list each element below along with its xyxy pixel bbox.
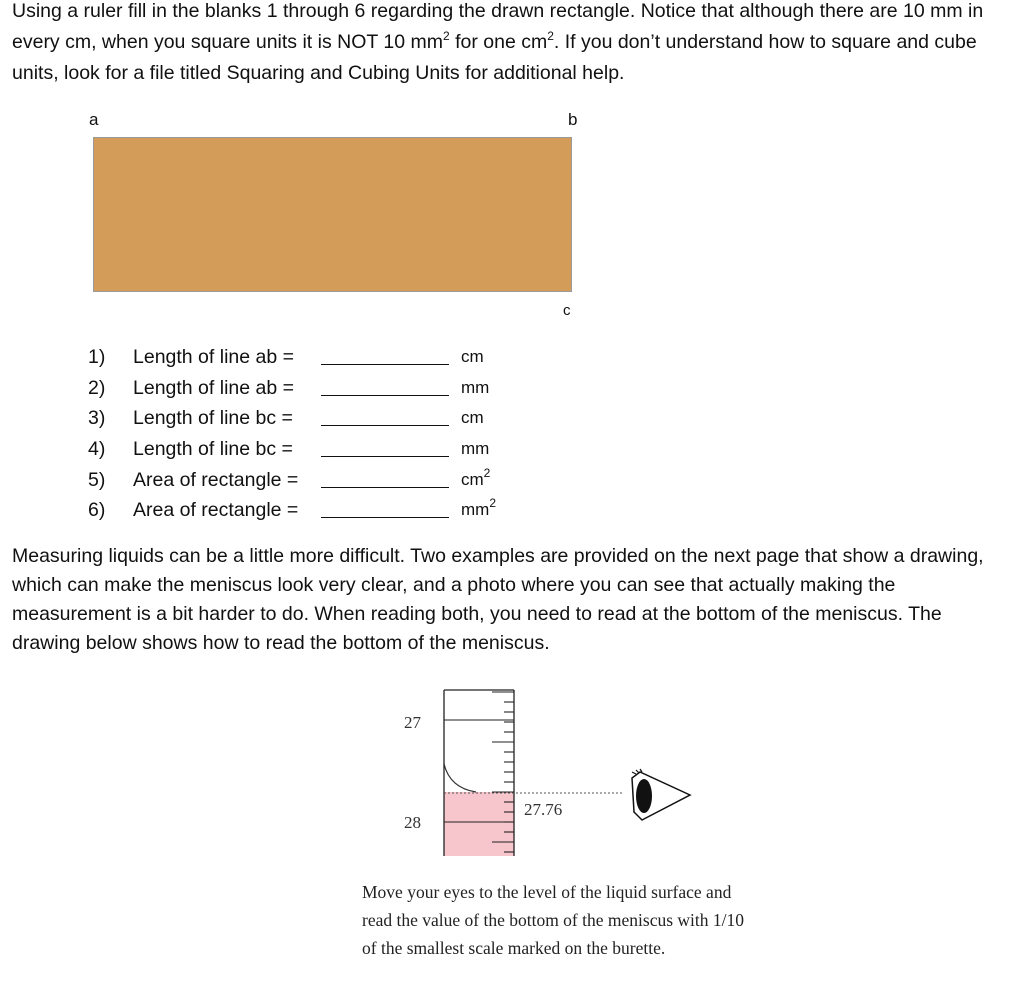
- question-label: Length of line ab =: [133, 377, 295, 399]
- answer-blank[interactable]: [321, 487, 449, 488]
- scale-mark-27: 27: [404, 713, 421, 732]
- question-row: [88, 495, 528, 525]
- question-number: 3): [88, 407, 106, 429]
- liquid-column: [444, 792, 514, 856]
- answer-unit: $mm^2$: [461, 496, 497, 519]
- question-row: [88, 403, 528, 433]
- burette-meniscus-diagram: [380, 680, 700, 860]
- answer-unit: cm: [461, 347, 484, 366]
- answer-blank[interactable]: [321, 364, 449, 365]
- burette-caption: Move your eyes to the level of the liquid surface and read the value of the bottom of the meniscus with 1/10 of the smallest scale marked on the burette.: [362, 882, 744, 958]
- liquids-paragraph: Measuring liquids can be a little more difficult. Two examples are provided on the next page that show a drawing, which can make the meniscus look very clear, and a photo where you can see that actually making the measurement is a bit harder to do. When reading both, you need to read at the bottom of the meniscus. The drawing below shows how to read the bottom of the meniscus.: [12, 545, 984, 654]
- answer-blank[interactable]: [321, 517, 449, 518]
- question-row: [88, 373, 528, 403]
- question-row: [88, 434, 528, 464]
- answer-unit: $cm^2$: [461, 466, 491, 489]
- answer-blank[interactable]: [321, 456, 449, 457]
- corner-label-b: b: [568, 110, 578, 129]
- question-label: Area of rectangle =: [133, 469, 299, 491]
- question-number: 6): [88, 499, 106, 521]
- question-number: 1): [88, 346, 106, 368]
- question-label: Length of line ab =: [133, 346, 295, 368]
- question-label: Length of line bc =: [133, 407, 293, 429]
- question-row: [88, 342, 528, 372]
- answer-blank[interactable]: [321, 395, 449, 396]
- corner-label-c: c: [563, 302, 571, 319]
- drawn-rectangle: [93, 137, 572, 292]
- meniscus-curve: [444, 764, 514, 792]
- answer-unit: mm: [461, 378, 490, 397]
- answer-blank[interactable]: [321, 425, 449, 426]
- answer-unit: cm: [461, 408, 484, 427]
- question-label: Length of line bc =: [133, 438, 293, 460]
- question-label: Area of rectangle =: [133, 499, 299, 521]
- question-row: [88, 465, 528, 495]
- reading-value: 27.76: [524, 800, 563, 819]
- instructions-paragraph: Using a ruler fill in the blanks 1 through 6 regarding the drawn rectangle. Notice that although there are 10 mm in every cm, when you square units it is NOT 10 $mm^2$ for one $cm^2$. If you don’t understand how to square and cube units, look for a file titled Squaring and Cubing Units for additional help.: [12, 0, 984, 84]
- question-number: 2): [88, 377, 106, 399]
- eye-icon: [632, 769, 690, 820]
- question-number: 4): [88, 438, 106, 460]
- question-number: 5): [88, 469, 106, 491]
- corner-label-a: a: [89, 110, 99, 129]
- scale-mark-28: 28: [404, 813, 421, 832]
- answer-unit: mm: [461, 439, 490, 458]
